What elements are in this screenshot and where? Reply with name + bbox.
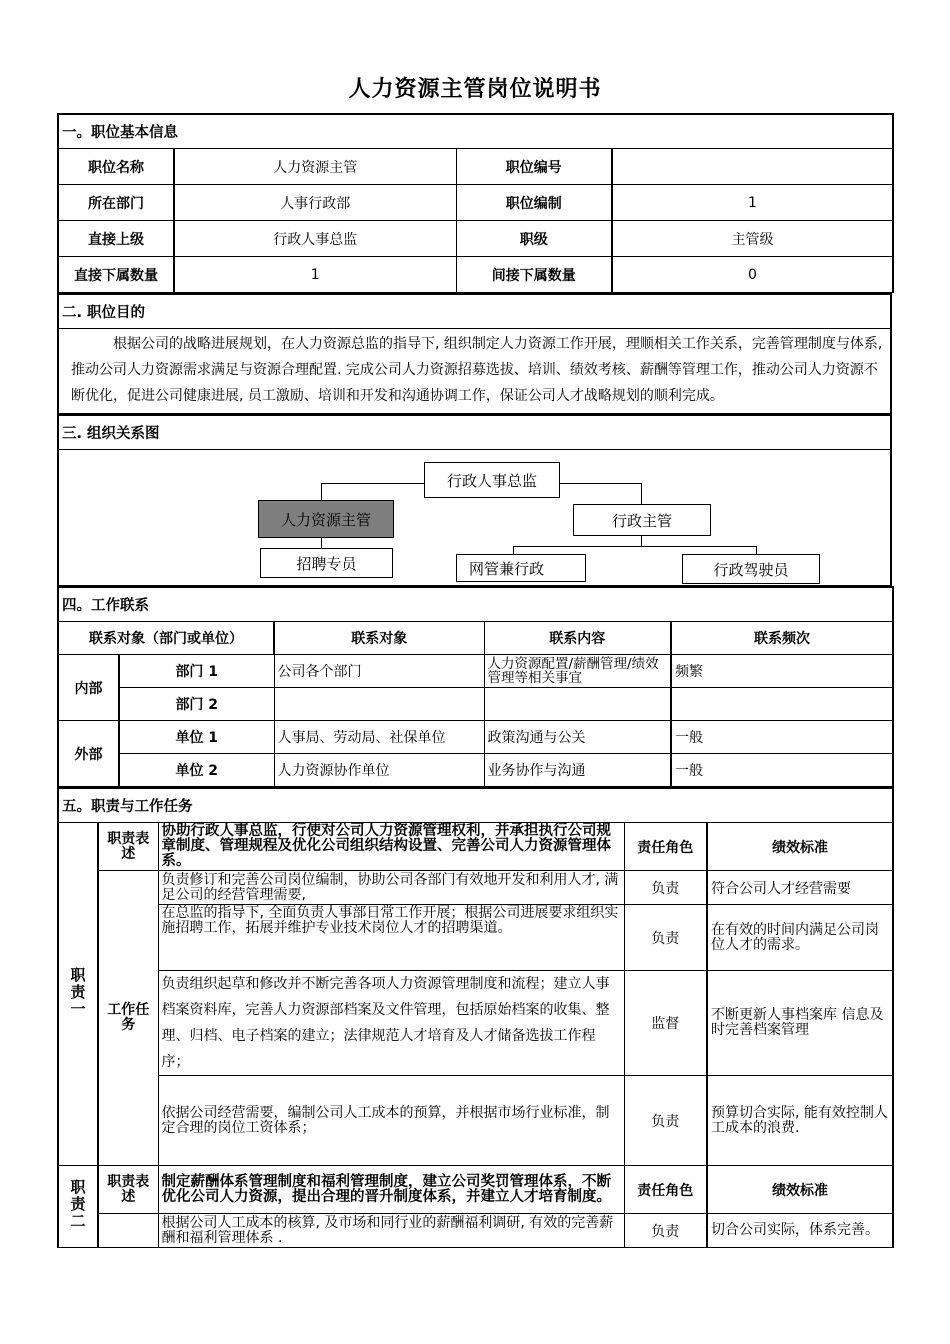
connector-line xyxy=(756,546,757,554)
task-role: 监督 xyxy=(624,971,707,1076)
label-headcount: 职位编制 xyxy=(456,185,612,221)
section5-heading: 五。职责与工作任务 xyxy=(58,788,893,823)
section2-heading: 二. 职位目的 xyxy=(58,294,891,329)
internal-label: 内部 xyxy=(58,655,119,721)
task-role: 负责 xyxy=(624,871,707,905)
header-contact-frequency: 联系频次 xyxy=(671,622,893,655)
section1-heading: 一。职位基本信息 xyxy=(58,114,893,149)
contact-unit: 单位 1 xyxy=(119,721,274,754)
org-chart xyxy=(58,450,891,586)
label-direct-reports: 直接下属数量 xyxy=(58,257,174,293)
duty1-role-header: 责任角色 xyxy=(624,823,707,871)
duty1-description: 协助行政人事总监，行使对公司人力资源管理权利，并承担执行公司规章制度、管理规程及优化公司组织结构设置、完善公司人力资源管理体系。 xyxy=(158,823,624,871)
label-position-code: 职位编号 xyxy=(456,149,612,185)
duties-table xyxy=(57,787,894,1248)
contact-unit: 单位 2 xyxy=(119,754,274,787)
task-text: 根据公司人工成本的核算, 及市场和同行业的薪酬福利调研, 有效的完善薪酬和福利管理体系 . xyxy=(158,1214,624,1248)
header-contact-target: 联系对象 xyxy=(274,622,484,655)
duty2-task-label xyxy=(98,1214,158,1248)
value-grade: 主管级 xyxy=(612,221,893,257)
duty1-desc-label: 职责表述 xyxy=(98,823,158,871)
duty2-standard-header: 绩效标准 xyxy=(707,1166,893,1214)
contact-target xyxy=(274,688,484,721)
contact-unit: 部门 1 xyxy=(119,655,274,688)
duty2-label-text: 职责二 xyxy=(68,1179,87,1230)
connector-line xyxy=(513,546,514,554)
task-text: 在总监的指导下, 全面负责人事部日常工作开展；根据公司进展要求组织实施招聘工作，拓展并维护专业技术岗位人才的招聘渠道。 xyxy=(158,905,624,971)
contact-content: 人力资源配置/薪酬管理/绩效管理等相关事宜 xyxy=(484,655,671,688)
external-label: 外部 xyxy=(58,721,119,787)
label-position-name: 职位名称 xyxy=(58,149,174,185)
label-department: 所在部门 xyxy=(58,185,174,221)
duty2-desc-label: 职责表述 xyxy=(98,1166,158,1214)
value-indirect-reports: 0 xyxy=(612,257,893,293)
org-node-director: 行政人事总监 xyxy=(424,462,560,498)
task-role: 负责 xyxy=(624,905,707,971)
work-contacts-table xyxy=(57,586,894,787)
duty1-label xyxy=(58,823,98,1166)
task-text: 依据公司经营需要，编制公司人工成本的预算，并根据市场行业标准，制定合理的岗位工资体系； xyxy=(158,1076,624,1166)
duty2-role-header: 责任角色 xyxy=(624,1166,707,1214)
header-contact-content: 联系内容 xyxy=(484,622,671,655)
label-grade: 职级 xyxy=(456,221,612,257)
task-standard: 符合公司人才经营需要 xyxy=(707,871,893,905)
contact-frequency xyxy=(671,688,893,721)
label-indirect-reports: 间接下属数量 xyxy=(456,257,612,293)
purpose-table xyxy=(57,293,892,414)
task-text: 负责修订和完善公司岗位编制，协助公司各部门有效地开发和利用人才, 满足公司的经营管理需要, xyxy=(158,871,624,905)
basic-info-table xyxy=(57,113,894,293)
duty1-label-text: 职责一 xyxy=(68,966,87,1018)
contact-target: 人力资源协作单位 xyxy=(274,754,484,787)
value-position-code xyxy=(612,149,893,185)
purpose-paragraph: 根据公司的战略进展规划，在人力资源总监的指导下, 组织制定人力资源工作开展，理顺相关工作关系，完善管理制度与体系, 推动公司人力资源需求满足与资源合理配置. 完成公司人力资源招募选拔、培训、绩效考核、薪酬等管理工作，推动公司人力资源不断优化，促进公司健康进展, 员工激励、培训和开发和沟通协调工作，保证公司人才战略规划的顺利完成。 xyxy=(71,336,883,404)
contact-unit: 部门 2 xyxy=(119,688,274,721)
purpose-text xyxy=(58,329,891,414)
org-node-recruiter: 招聘专员 xyxy=(260,548,393,578)
value-position-name: 人力资源主管 xyxy=(174,149,456,185)
task-standard: 切合公司实际，体系完善。 xyxy=(707,1214,893,1248)
value-direct-reports: 1 xyxy=(174,257,456,293)
connector-line xyxy=(641,483,642,504)
connector-line xyxy=(513,546,756,547)
contact-content: 政策沟通与公关 xyxy=(484,721,671,754)
contact-content: 业务协作与沟通 xyxy=(484,754,671,787)
page-title: 人力资源主管岗位说明书 xyxy=(348,77,602,102)
header-contact-unit: 联系对象（部门或单位） xyxy=(58,622,274,655)
job-description-sheet xyxy=(57,113,892,1248)
org-node-driver: 行政驾驶员 xyxy=(682,554,820,584)
connector-line xyxy=(321,483,322,500)
contact-frequency: 一般 xyxy=(671,721,893,754)
section4-heading: 四。工作联系 xyxy=(58,587,893,622)
duty1-standard-header: 绩效标准 xyxy=(707,823,893,871)
duty1-task-label: 工作任务 xyxy=(98,871,158,1166)
org-chart-table xyxy=(57,414,892,586)
contact-target: 公司各个部门 xyxy=(274,655,484,688)
contact-frequency: 一般 xyxy=(671,754,893,787)
task-role: 负责 xyxy=(624,1076,707,1166)
value-supervisor: 行政人事总监 xyxy=(174,221,456,257)
section3-heading: 三. 组织关系图 xyxy=(58,415,891,450)
task-standard: 预算切合实际, 能有效控制人工成本的浪费. xyxy=(707,1076,893,1166)
duty2-label xyxy=(58,1166,98,1248)
contact-frequency: 频繁 xyxy=(671,655,893,688)
task-role: 负责 xyxy=(624,1214,707,1248)
task-text: 负责组织起草和修改并不断完善各项人力资源管理制度和流程；建立人事档案资料库，完善人力资源部档案及文件管理，包括原始档案的收集、整理、归档、电子档案的建立；法律规范人才培育及人才储备选拔工作程序； xyxy=(158,971,624,1076)
contact-content xyxy=(484,688,671,721)
contact-target: 人事局、劳动局、社保单位 xyxy=(274,721,484,754)
value-headcount: 1 xyxy=(612,185,893,221)
org-node-network-admin: 网管兼行政 xyxy=(456,554,586,582)
org-node-admin-manager: 行政主管 xyxy=(573,504,711,536)
duty2-description: 制定薪酬体系管理制度和福利管理制度，建立公司奖罚管理体系，不断优化公司人力资源，提出合理的晋升制度体系，并建立人才培育制度。 xyxy=(158,1166,624,1214)
org-node-hr-manager: 人力资源主管 xyxy=(258,500,394,538)
task-standard: 在有效的时间内满足公司岗位人才的需求。 xyxy=(707,905,893,971)
label-supervisor: 直接上级 xyxy=(58,221,174,257)
task-standard: 不断更新人事档案库 信息及时完善档案管理 xyxy=(707,971,893,1076)
value-department: 人事行政部 xyxy=(174,185,456,221)
